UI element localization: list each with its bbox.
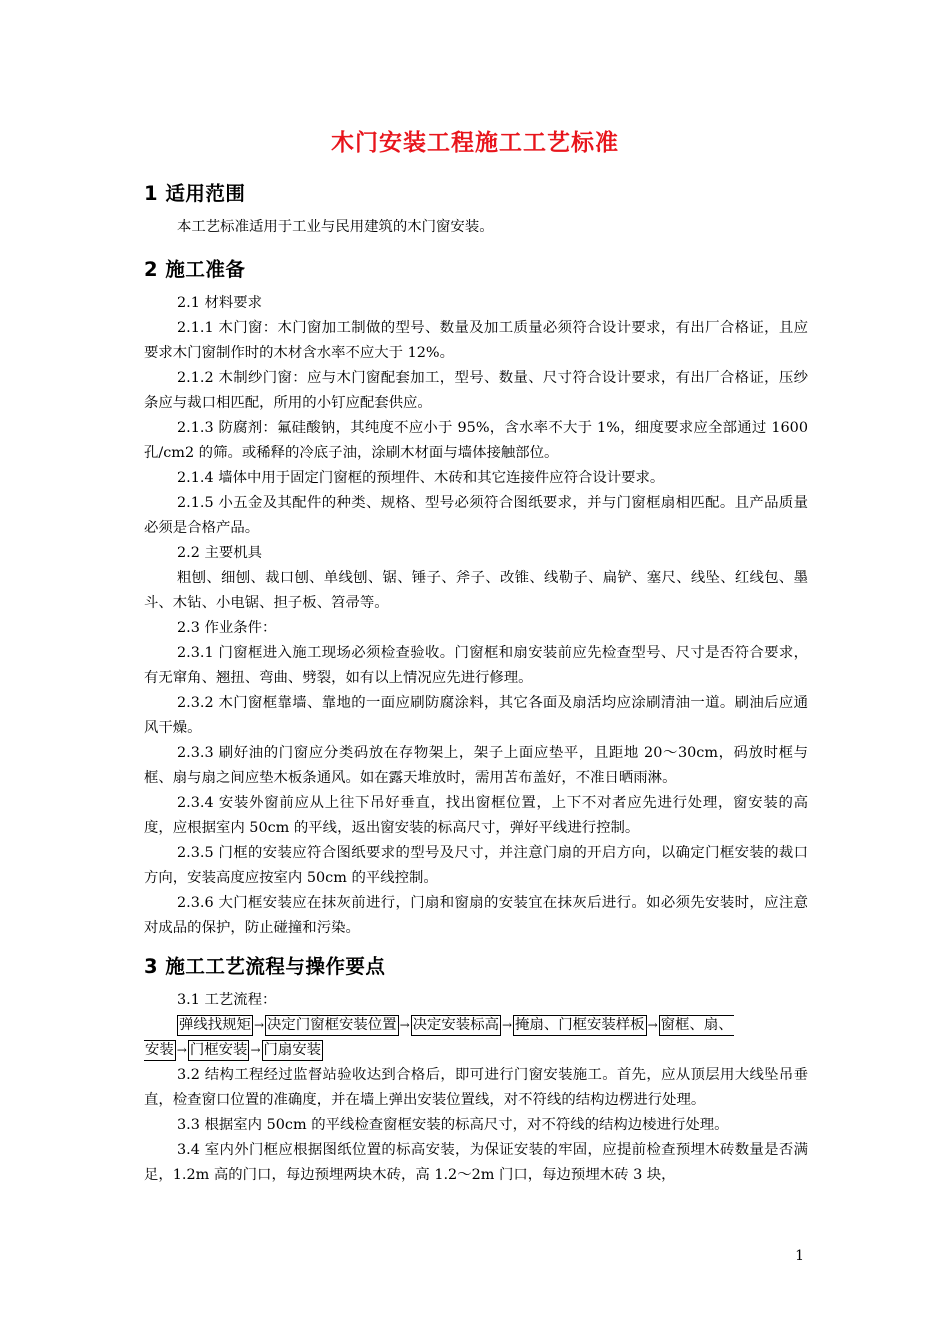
paragraph: 本工艺标准适用于工业与民用建筑的木门窗安装。: [177, 219, 494, 235]
paragraph: 3.2 结构工程经过监督站验收达到合格后，即可进行门窗安装施工。首先，应从顶层用大线坠吊垂直，检查窗口位置的准确度，并在墙上弹出安装位置线，对不符线的结构边楞进行处理。: [144, 1067, 808, 1108]
paragraph: 3.3 根据室内 50cm 的平线检查窗框安装的标高尺寸，对不符线的结构边棱进行处理。: [177, 1117, 729, 1133]
section-3-body: [144, 1063, 808, 1188]
flow-title: 3.1 工艺流程：: [177, 992, 277, 1008]
flow-step: 门框安装: [188, 1040, 250, 1061]
flow-step: 窗框、扇、: [659, 1015, 734, 1036]
flow-arrow: →: [176, 1043, 187, 1057]
flow-step: 门扇安装: [262, 1040, 324, 1061]
paragraph: 2.1.5 小五金及其配件的种类、规格、型号必须符合图纸要求，并与门窗框扇相匹配。且产品质量必须是合格产品。: [144, 495, 808, 536]
page-number: 1: [795, 1248, 804, 1264]
flow-arrow: →: [501, 1018, 513, 1032]
flow-step: 弹线找规矩: [177, 1015, 253, 1036]
paragraph: 2.1 材料要求: [177, 295, 263, 311]
paragraph: 3.4 室内外门框应根据图纸位置的标高安装，为保证安装的牢固，应提前检查预埋木砖数量是否满足，1.2m 高的门口，每边预埋两块木砖，高 1.2～2m 门口，每边预埋木砖 3 块，: [144, 1142, 808, 1183]
paragraph: 2.3.5 门框的安装应符合图纸要求的型号及尺寸，并注意门扇的开启方向，以确定门框安装的裁口方向，安装高度应按室内 50cm 的平线控制。: [144, 845, 808, 886]
paragraph: 粗刨、细刨、裁口刨、单线刨、锯、锤子、斧子、改锥、线勒子、扁铲、塞尺、线坠、红线包、墨斗、木钻、小电锯、担子板、笤帚等。: [144, 570, 808, 611]
paragraph: 2.1.2 木制纱门窗：应与木门窗配套加工，型号、数量、尺寸符合设计要求，有出厂合格证，压纱条应与裁口相匹配，所用的小钉应配套供应。: [144, 370, 808, 411]
document-title: 木门安装工程施工工艺标准: [331, 130, 619, 156]
flow-step: 决定门窗框安装位置: [265, 1015, 399, 1036]
section-1-heading: 1 适用范围: [144, 182, 246, 205]
paragraph: 2.3.6 大门框安装应在抹灰前进行，门扇和窗扇的安装宜在抹灰后进行。如必须先安装时，应注意对成品的保护，防止碰撞和污染。: [144, 895, 808, 936]
paragraph: 2.1.3 防腐剂：氟硅酸钠，其纯度不应小于 95%，含水率不大于 1%，细度要求应全部通过 1600 孔/cm2 的筛。或稀释的冷底子油，涂刷木材面与墙体接触部位。: [144, 420, 808, 461]
paragraph: 2.3.2 木门窗框靠墙、靠地的一面应刷防腐涂料，其它各面及扇活均应涂刷清油一道。刷油后应通风干燥。: [144, 695, 808, 736]
paragraph: 2.3.1 门窗框进入施工现场必须检查验收。门窗框和扇安装前应先检查型号、尺寸是否符合要求，有无窜角、翘扭、弯曲、劈裂，如有以上情况应先进行修理。: [144, 645, 808, 686]
flow-row-1: [144, 1013, 814, 1038]
paragraph: 2.3.3 刷好油的门窗应分类码放在存物架上，架子上面应垫平，且距地 20～30cm，码放时框与框、扇与扇之间应垫木板条通风。如在露天堆放时，需用苫布盖好，不准日晒雨淋。: [144, 745, 808, 786]
paragraph: 2.3 作业条件：: [177, 620, 277, 636]
section-2-body: [144, 291, 808, 941]
flow-arrow: →: [399, 1018, 410, 1032]
paragraph: 2.1.4 墙体中用于固定门窗框的预埋件、木砖和其它连接件应符合设计要求。: [177, 470, 665, 486]
section-1-body: [144, 215, 808, 240]
paragraph: 2.1.1 木门窗：木门窗加工制做的型号、数量及加工质量必须符合设计要求，有出厂合格证，且应要求木门窗制作时的木材含水率不应大于 12%。: [144, 320, 808, 361]
flow-arrow: →: [253, 1018, 265, 1032]
flow-arrow: →: [250, 1043, 261, 1057]
paragraph: 2.3.4 安装外窗前应从上往下吊好垂直，找出窗框位置，上下不对者应先进行处理，窗安装的高度，应根据室内 50cm 的平线，返出窗安装的标高尺寸，弹好平线进行控制。: [144, 795, 808, 836]
flow-row-2: [144, 1038, 814, 1063]
flow-step: 决定安装标高: [411, 1015, 501, 1036]
section-2-heading: 2 施工准备: [144, 258, 246, 281]
section-3-heading: 3 施工工艺流程与操作要点: [144, 955, 386, 978]
paragraph: 2.2 主要机具: [177, 545, 263, 561]
flow-arrow: →: [647, 1018, 658, 1032]
flow-step: 掩扇、门框安装样板: [513, 1015, 647, 1036]
flow-step: 安装: [144, 1040, 176, 1061]
process-flow: [144, 988, 814, 1063]
